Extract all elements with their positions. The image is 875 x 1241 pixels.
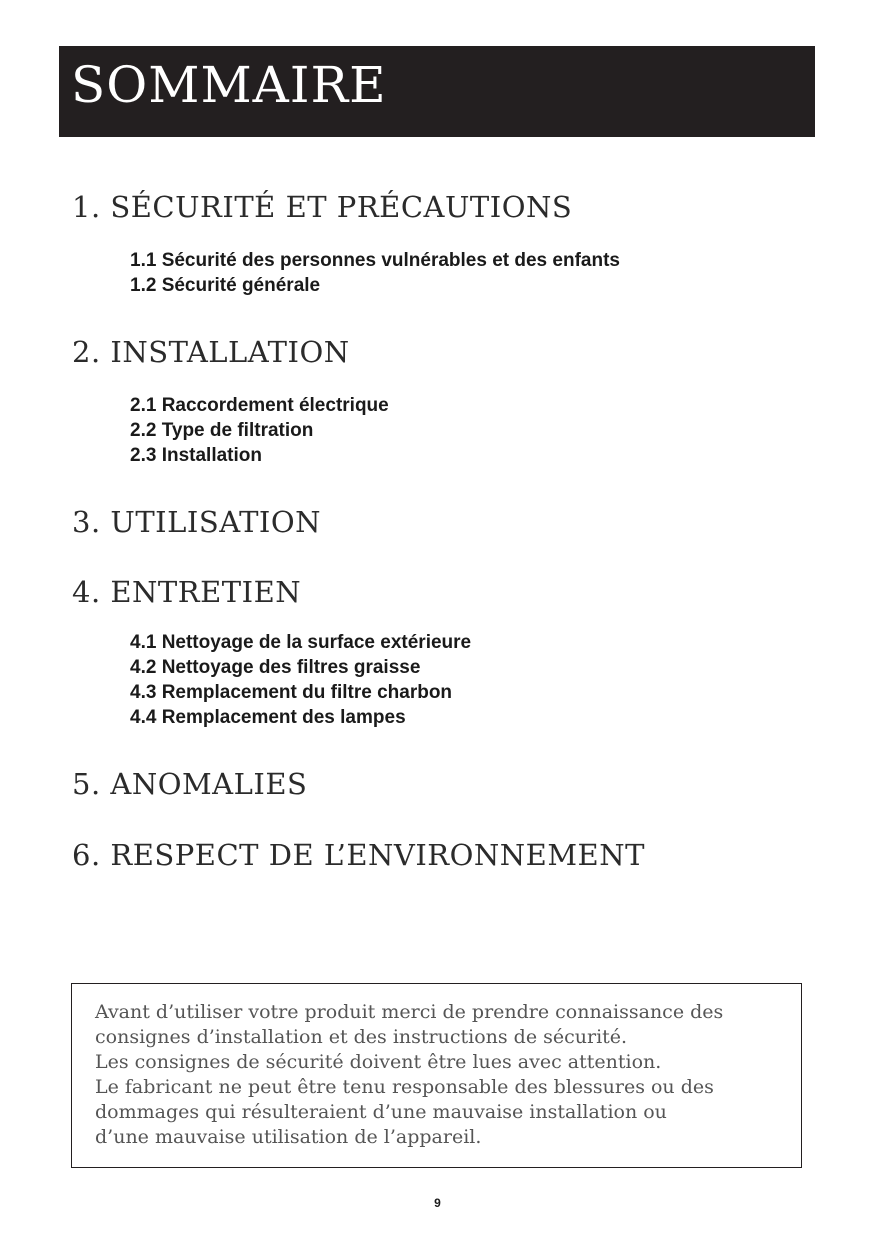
toc-item-2-1: 2.1 Raccordement électrique xyxy=(130,395,389,416)
toc-item-4-2: 4.2 Nettoyage des filtres graisse xyxy=(130,657,421,678)
page-number: 9 xyxy=(434,1196,441,1210)
notice-line: Le fabricant ne peut être tenu responsable des blessures ou des xyxy=(95,1076,714,1098)
page-title: SOMMAIRE xyxy=(71,56,387,114)
toc-item-4-3: 4.3 Remplacement du filtre charbon xyxy=(130,682,453,703)
toc-section-2-title: 2. INSTALLATION xyxy=(72,335,350,369)
toc-item-4-1: 4.1 Nettoyage de la surface extérieure xyxy=(130,632,472,653)
notice-line: consignes d’installation et des instructions de sécurité. xyxy=(95,1026,628,1048)
toc-item-1-2: 1.2 Sécurité générale xyxy=(130,275,321,296)
toc-section-1-title: 1. SÉCURITÉ ET PRÉCAUTIONS xyxy=(72,190,573,224)
safety-notice-text xyxy=(95,1000,795,1150)
toc-section-4-title: 4. ENTRETIEN xyxy=(72,575,302,609)
toc-item-2-2: 2.2 Type de filtration xyxy=(130,420,314,441)
safety-notice-box xyxy=(71,983,802,1168)
notice-line: Avant d’utiliser votre produit merci de prendre connaissance des xyxy=(95,1001,724,1023)
toc-section-6-title: 6. RESPECT DE L’ENVIRONNEMENT xyxy=(72,838,645,872)
toc-item-1-1: 1.1 Sécurité des personnes vulnérables et des enfants xyxy=(130,250,620,271)
notice-line: dommages qui résulteraient d’une mauvaise installation ou xyxy=(95,1101,667,1123)
notice-line: Les consignes de sécurité doivent être lues avec attention. xyxy=(95,1051,662,1073)
toc-section-3-title: 3. UTILISATION xyxy=(72,505,322,539)
toc-section-5-title: 5. ANOMALIES xyxy=(72,767,308,801)
title-banner xyxy=(59,46,815,137)
toc-section-2-items xyxy=(130,393,389,468)
toc-item-4-4: 4.4 Remplacement des lampes xyxy=(130,707,406,728)
toc-section-1-items xyxy=(130,248,620,298)
notice-line: d’une mauvaise utilisation de l’appareil. xyxy=(95,1126,482,1148)
toc-item-2-3: 2.3 Installation xyxy=(130,445,262,466)
toc-section-4-items xyxy=(130,630,471,730)
